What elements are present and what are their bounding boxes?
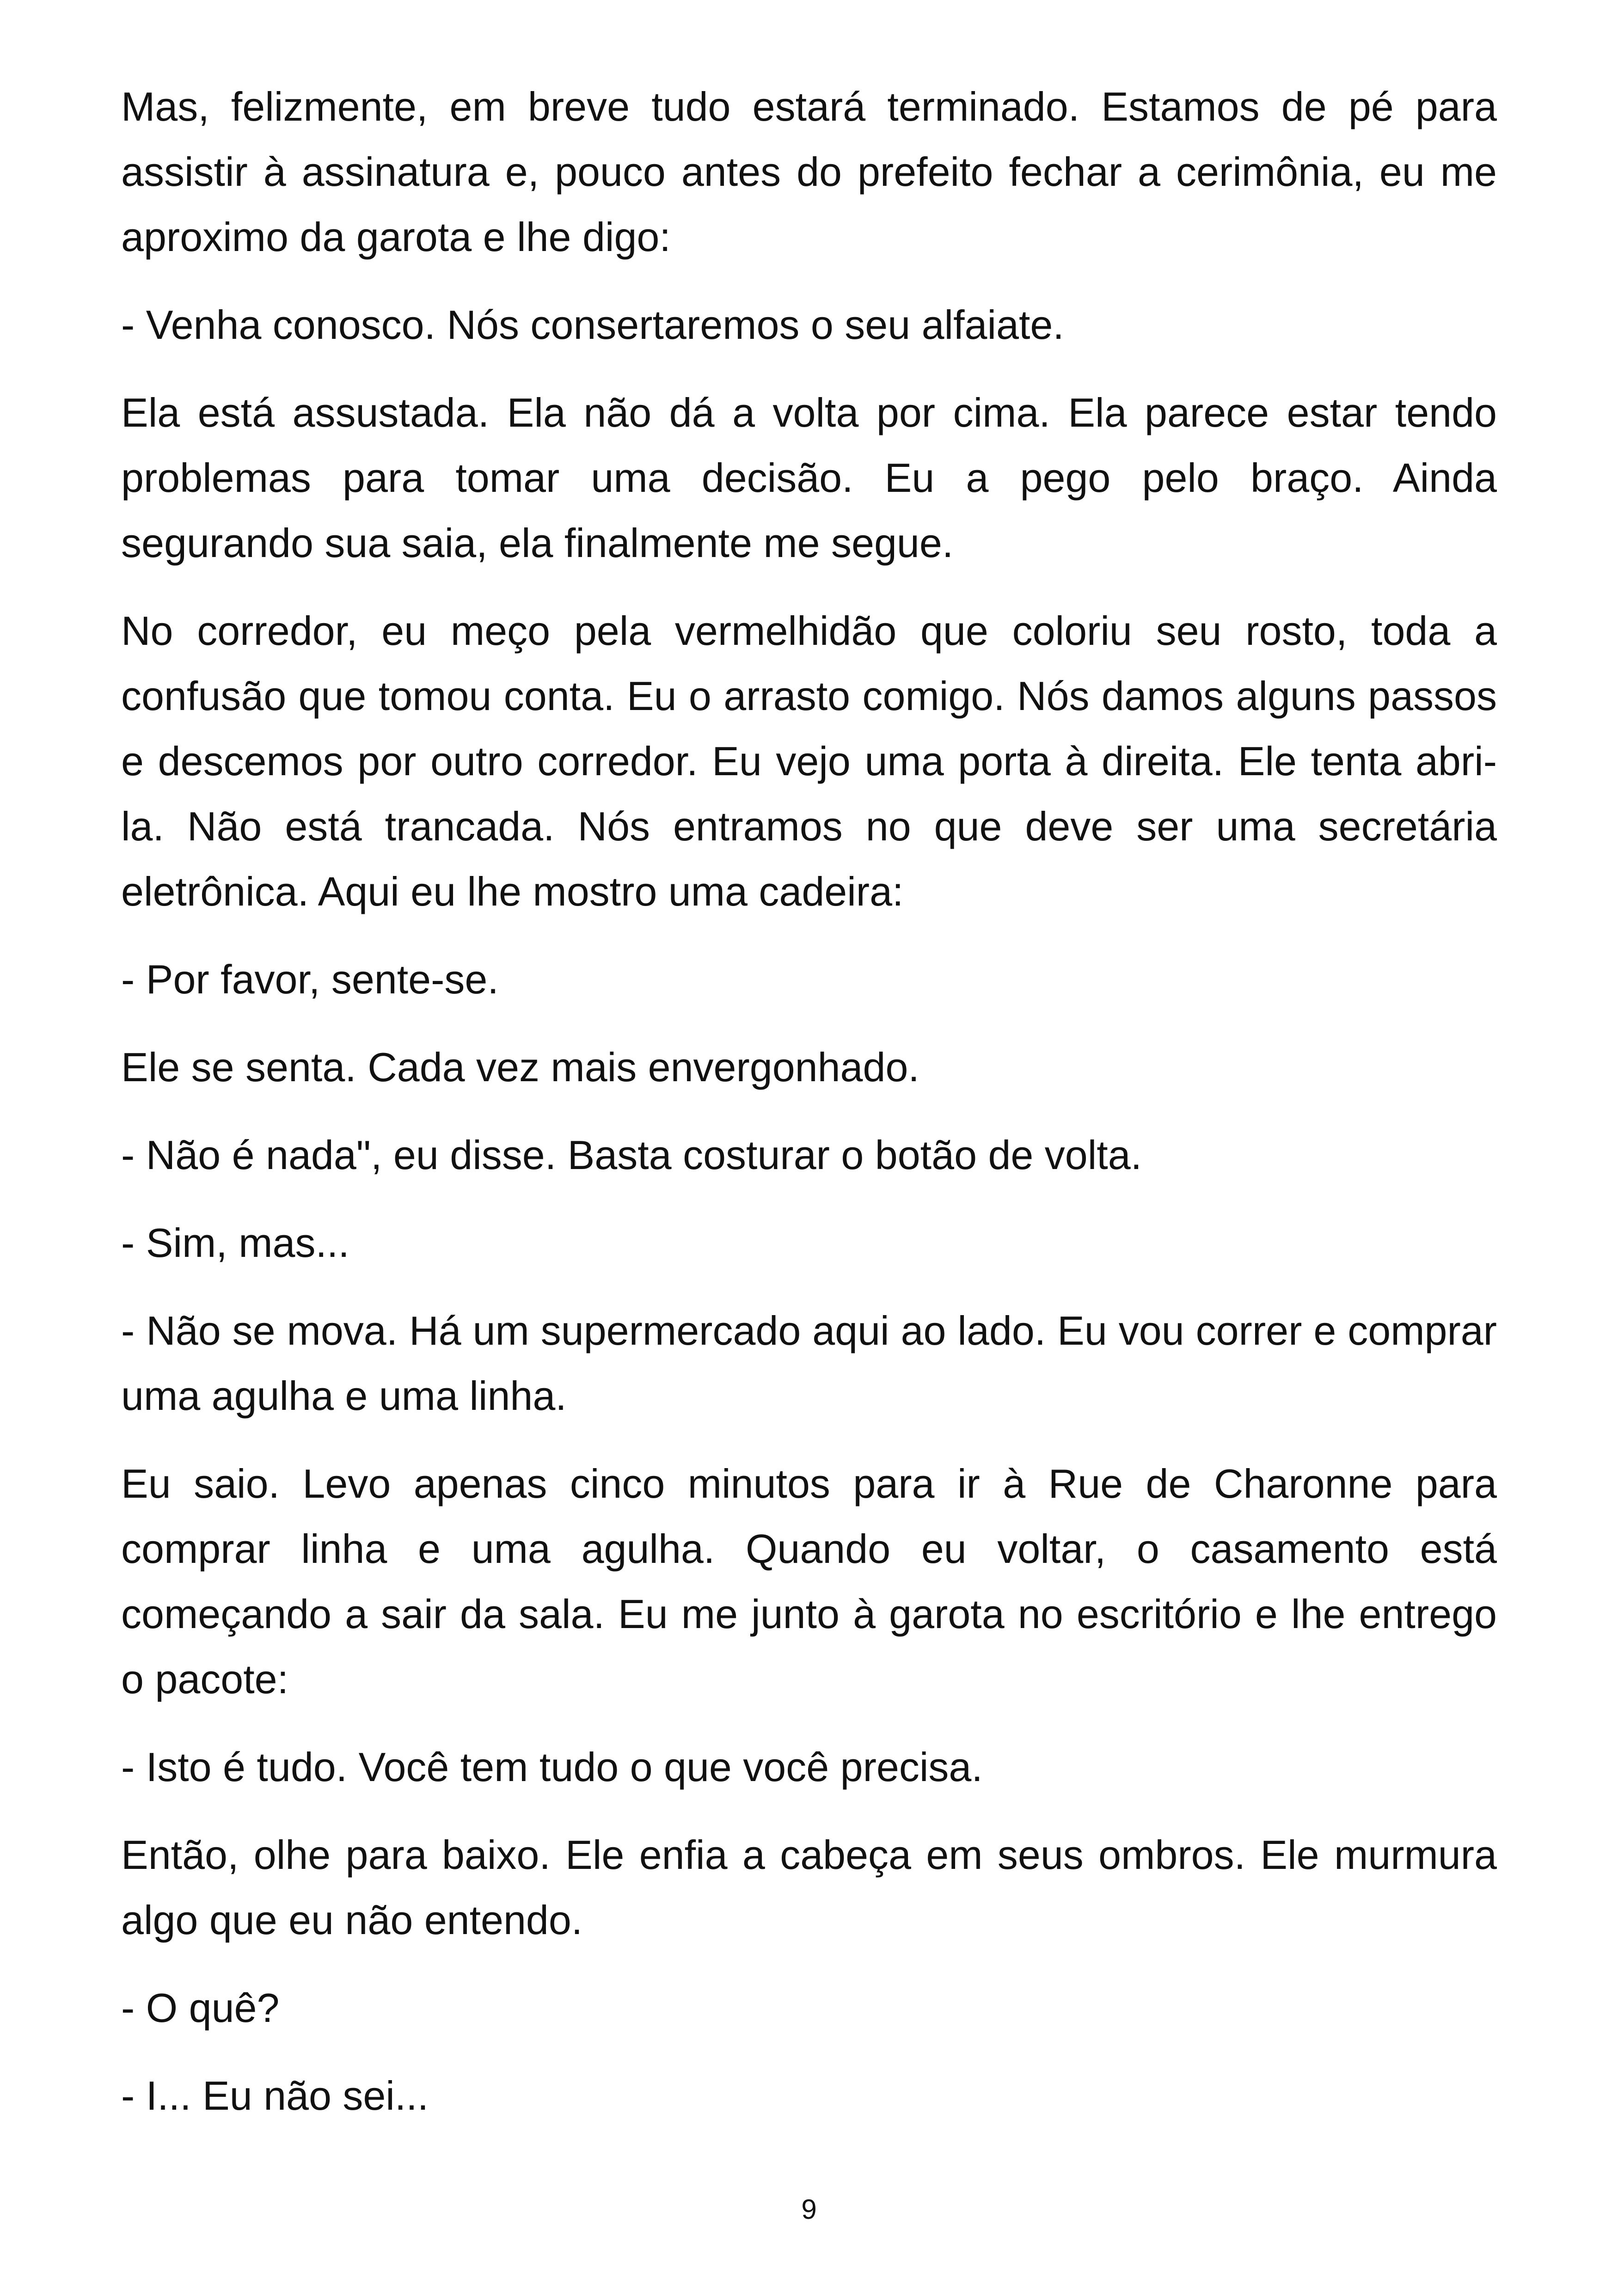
paragraph: Ela está assustada. Ela não dá a volta por cima. Ela parece estar tendo problemas para tomar uma decisão. Eu a pego pelo braço. Ainda segurando sua saia, ela finalmente me segue. <box>121 390 1497 566</box>
paragraph: - O quê? <box>121 1985 280 2031</box>
page-number: 9 <box>801 2194 817 2225</box>
paragraph: - Venha conosco. Nós consertaremos o seu alfaiate. <box>121 302 1064 348</box>
paragraph: No corredor, eu meço pela vermelhidão que coloriu seu rosto, toda a confusão que tomou conta. Eu o arrasto comigo. Nós damos alguns passos e descemos por outro corredor. Eu vejo uma porta à direita. Ele tenta abri-la. Não está trancada. Nós entramos no que deve ser uma secretária eletrônica. Aqui eu lhe mostro uma cadeira: <box>121 608 1497 914</box>
paragraph: - Não é nada", eu disse. Basta costurar o botão de volta. <box>121 1132 1142 1178</box>
paragraph: Ele se senta. Cada vez mais envergonhado. <box>121 1044 919 1090</box>
paragraph: Então, olhe para baixo. Ele enfia a cabeça em seus ombros. Ele murmura algo que eu não entendo. <box>121 1832 1497 1943</box>
page-body <box>121 74 1497 2151</box>
paragraph: - Sim, mas... <box>121 1220 349 1266</box>
paragraph: - Por favor, sente-se. <box>121 956 499 1002</box>
paragraph: - Não se mova. Há um supermercado aqui ao lado. Eu vou correr e comprar uma agulha e uma linha. <box>121 1308 1497 1419</box>
paragraph: - Isto é tudo. Você tem tudo o que você precisa. <box>121 1744 983 1790</box>
paragraph: Mas, felizmente, em breve tudo estará terminado. Estamos de pé para assistir à assinatura e, pouco antes do prefeito fechar a cerimônia, eu me aproximo da garota e lhe digo: <box>121 84 1497 260</box>
paragraph: - I... Eu não sei... <box>121 2073 429 2118</box>
paragraph: Eu saio. Levo apenas cinco minutos para ir à Rue de Charonne para comprar linha e uma agulha. Quando eu voltar, o casamento está começando a sair da sala. Eu me junto à garota no escritório e lhe entrego o pacote: <box>121 1461 1497 1702</box>
